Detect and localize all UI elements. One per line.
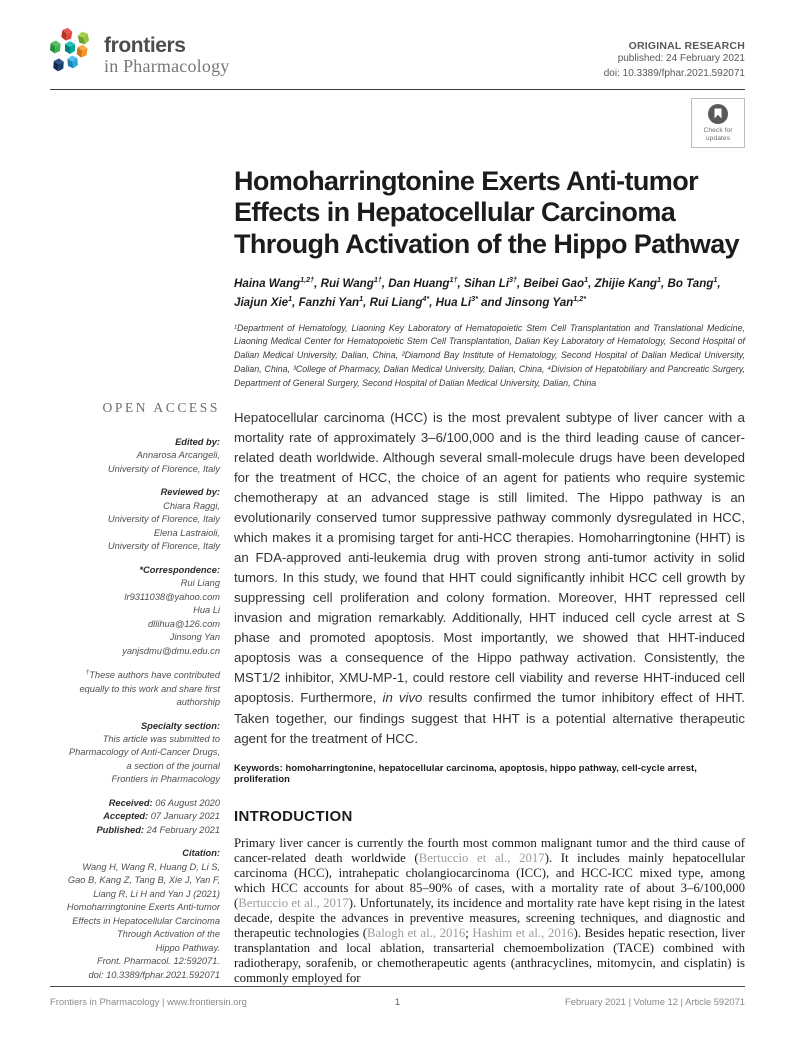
crossmark-icon	[707, 103, 729, 125]
sidebar-line: University of Florence, Italy	[107, 463, 220, 474]
sidebar-line: Pharmacology of Anti-Cancer Drugs,	[68, 747, 220, 758]
affiliations: ¹Department of Hematology, Liaoning Key Laboratory of Hematopoietic Stem Cell Transplantation and Translational Medicine, Liaoning Medical Center for Hematopoietic Stem Cell Transplantation, Dalian Key Laboratory of Hematology, Second Hospital of Dalian Medical University, Dalian, China, ²Diamond Bay Institute of Hematology, Second Hospital of Dalian Medical University, Dalian, China, ³College of Pharmacy, Dalian Medical University, Dalian, China, ⁴Division of Hepatobiliary and Pancreatic Surgery, Department of General Surgery, Second Hospital of Dalian Medical University, Dalian, China	[234, 322, 745, 388]
author-name: Sihan Li	[463, 276, 510, 290]
author-name: Jinsong Yan	[504, 295, 574, 309]
citation-link[interactable]: Balogh et al., 2016	[367, 926, 466, 941]
author-name: Bo Tang	[667, 276, 714, 290]
text-segment: results confirmed the tumor inhibitory effect of HHT. Taken together, our findings suggest that HHT is a potential alternative therapeutic agent for the treatment of HCC.	[234, 690, 745, 746]
sidebar-block-label: *Correspondence:	[139, 564, 220, 575]
sidebar-line: Elena Lastraioli,	[153, 527, 220, 538]
open-access-label: OPEN ACCESS	[102, 400, 220, 415]
journal-name: frontiers	[104, 34, 186, 57]
sidebar-line: University of Florence, Italy	[107, 541, 220, 552]
text-segment: ). It includes mainly hepatocellular carcinoma (HCC), intrahepatic cholangiocarcinoma (ICC), and HCC-ICC mixed type, among which HCC accounts for about 85–90% of cases, with a mortality rate of about 3–6/100,000 (	[234, 850, 746, 911]
sidebar-block	[50, 847, 220, 982]
author-affiliation-sup: 1	[657, 274, 661, 284]
author-list: Haina Wang$^{1,2\dagger}$, Rui Wang$^{1\dagger}$, Dan Huang$^{1\dagger}$, Sihan $Li^{3\dagger}$, Beibei Gao$^1$, Zhijie Kang$^1$, Bo Tang$^1$, Jiajun Xie$^1$, Fanzhi Yan$^1$, Rui Liang$^{4*}$, Hua $Li^{3*}$ and Jinsong Yan$^{1,2*}$	[234, 274, 721, 309]
author-affiliation-sup: 1	[713, 274, 718, 284]
check-updates-label	[703, 127, 732, 144]
check-updates-line1: Check for	[703, 126, 733, 134]
published-date: published: 24 February 2021	[617, 53, 745, 64]
doi-link[interactable]: doi: 10.3389/fphar.2021.592071	[603, 67, 745, 79]
abstract-text	[234, 408, 745, 749]
text-segment: in vivo	[382, 690, 423, 706]
sidebar-line: Gao B, Kang Z, Tang B, Xie J, Yan F,	[67, 875, 220, 886]
sidebar	[50, 90, 220, 992]
footer-issue-info: February 2021 | Volume 12 | Article 592071	[565, 996, 745, 1007]
author-affiliation-sup: 1	[584, 274, 589, 284]
sidebar-line: University of Florence, Italy	[107, 514, 220, 525]
author-affiliation-sup: 3*	[471, 293, 478, 303]
introduction-heading: INTRODUCTION	[234, 807, 353, 825]
check-updates-line2: updates	[705, 135, 731, 142]
sidebar-line: a section of the journal	[126, 760, 220, 771]
sidebar-line: †These authors have contributed	[85, 669, 220, 681]
citation-link[interactable]: Bertuccio et al., 2017	[418, 850, 545, 865]
sidebar-line: Jinsong Yan	[169, 632, 220, 643]
author-affiliation-sup: 1,2*	[573, 293, 587, 303]
sidebar-line: Received: 06 August 2020	[108, 797, 220, 808]
author-affiliation-sup: 1†	[373, 274, 382, 284]
sidebar-line-label: Accepted:	[103, 811, 149, 822]
sidebar-block	[50, 486, 220, 553]
text-segment: ;	[465, 926, 473, 941]
text-segment: ). Besides hepatic resection, liver transplantation and local ablation, transarterial chemoembolization (TACE) combined with radiotherapy, sorafenib, or chemotherapeutic agents (anthracyclines, mitomycin, and cisplatin) is commonly employed for	[234, 926, 745, 986]
frontiers-cubes-icon	[50, 26, 96, 76]
sidebar-line-label: Published:	[96, 824, 145, 835]
author-name: Fanzhi Yan	[298, 295, 360, 309]
sidebar-line: Chiara Raggi,	[163, 500, 220, 511]
text-segment: Primary liver cancer is currently the fourth most common malignant tumor and the third cause of cancer-related death worldwide (	[234, 835, 745, 865]
sidebar-line: Rui Liang	[180, 578, 220, 589]
footer-divider	[50, 986, 745, 987]
correspondence-email[interactable]: dllihua@126.com	[148, 618, 220, 629]
author-name: Hua Li	[435, 295, 472, 309]
journal-subtitle: in Pharmacology	[104, 56, 230, 76]
sidebar-line: This article was submitted to	[102, 734, 220, 744]
author-affiliation-sup: 3†	[509, 274, 518, 284]
sidebar-line: Through Activation of the	[116, 929, 220, 940]
sidebar-block-label: Edited by:	[175, 437, 220, 447]
page-number: 1	[394, 996, 401, 1007]
sidebar-line: Effects in Hepatocellular Carcinoma	[72, 915, 220, 926]
sidebar-line: Liang R, Li H and Yan J (2021)	[93, 888, 220, 899]
author-name: Zhijie Kang	[594, 276, 657, 290]
sidebar-line: Annarosa Arcangeli,	[136, 450, 220, 461]
sidebar-line: Front. Pharmacol. 12:592071.	[97, 956, 220, 967]
page-footer	[50, 986, 745, 1007]
sidebar-line-label: Received:	[108, 797, 153, 808]
journal-wordmark	[104, 26, 229, 77]
sidebar-line: Wang H, Wang R, Huang D, Li S,	[82, 861, 220, 872]
check-for-updates-badge[interactable]	[691, 98, 745, 148]
author-name: Rui Liang	[369, 295, 423, 309]
author-name: Dan Huang	[388, 276, 450, 290]
sidebar-blocks	[50, 436, 220, 982]
author-name: Rui Wang	[320, 276, 374, 290]
keywords-line: Keywords: homoharringtonine, hepatocellular carcinoma, apoptosis, hippo pathway, cell-cycle arrest, proliferation	[234, 761, 697, 784]
author-affiliation-sup: 1	[359, 293, 364, 303]
text-segment: ). Unfortunately, its incidence and mortality rate have kept rising in the latest decade, despite the advances in preventive measures, screening techniques, and diagnostic and therapeutic technologies (	[234, 896, 745, 941]
sidebar-block	[50, 720, 220, 787]
sidebar-line: Accepted: 07 January 2021	[103, 811, 220, 822]
footer-row	[50, 996, 745, 1007]
sidebar-line: Published: 24 February 2021	[96, 824, 220, 835]
article-meta	[604, 26, 745, 81]
frontiers-logo[interactable]	[50, 26, 229, 77]
sidebar-block-label: Reviewed by:	[160, 487, 220, 498]
sidebar-block	[50, 668, 220, 710]
article-body	[234, 90, 745, 992]
article-title: Homoharringtonine Exerts Anti-tumor Effects in Hepatocellular Carcinoma Through Activation of the Hippo Pathway	[234, 166, 740, 259]
sidebar-block	[50, 436, 220, 476]
citation-link[interactable]: Bertuccio et al., 2017	[238, 896, 349, 911]
sidebar-line: Frontiers in Pharmacology	[111, 774, 220, 785]
author-affiliation-sup: 1	[288, 293, 293, 303]
dagger-sup: †	[85, 669, 90, 677]
sidebar-block-label: Citation:	[182, 848, 220, 859]
sidebar-line: Homoharringtonine Exerts Anti-tumor	[66, 902, 220, 913]
author-affiliation-sup: 1,2†	[300, 274, 315, 284]
author-name: Beibei Gao	[523, 276, 585, 290]
footer-journal-link[interactable]: Frontiers in Pharmacology | www.frontiersin.org	[50, 996, 247, 1007]
text-segment: Hepatocellular carcinoma (HCC) is the most prevalent subtype of liver cancer with a mortality rate of approximately 3–6/100,000 and is the third leading cause of cancer-related death worldwide. Although several small-molecule drugs have been developed for the treatment of HCC, the choice of an agent for patients who require systemic chemotherapy at an advanced stage is still limited. The Hippo pathway is an evolutionarily conserved tumor suppressive pathway commonly dysregulated in HCC, which makes it a promising target for anti-HCC therapies. Homoharringtonine (HHT) is an FDA-approved anti-leukemia drug with proven strong anti-tumor activity in solid tumors. In this study, we found that HHT could significantly inhibit HCC cell growth by suppressing cell proliferation and colony formation. Moreover, HHT repressed cell invasion and migration remarkably. Additionally, HHT induced cell cycle arrest at S phase and promoted apoptosis. Most importantly, we showed that HHT-induced apoptosis was a consequence of the Hippo pathway activation. Consistently, the MST1/2 inhibitor, XMU-MP-1, could restore cell viability and reverse HHT-induced cell apoptosis. Furthermore,	[234, 409, 745, 706]
author-name: Jiajun Xie	[234, 295, 289, 309]
journal-header	[50, 26, 745, 81]
sidebar-line: Hua Li	[193, 605, 220, 616]
article-type-label: ORIGINAL RESEARCH	[628, 40, 745, 52]
introduction-paragraph	[234, 836, 745, 987]
sidebar-line: equally to this work and share first	[79, 683, 220, 694]
sidebar-line: Hippo Pathway.	[155, 942, 220, 953]
sidebar-block	[50, 564, 220, 658]
sidebar-block	[50, 797, 220, 837]
author-affiliation-sup: 1†	[449, 274, 458, 284]
sidebar-line: authorship	[176, 697, 220, 708]
content-area	[50, 90, 745, 992]
sidebar-line: doi: 10.3389/fphar.2021.592071	[88, 969, 220, 980]
citation-link[interactable]: Hashim et al., 2016	[472, 926, 574, 941]
author-name: Haina Wang	[234, 276, 301, 290]
correspondence-email[interactable]: yanjsdmu@dmu.edu.cn	[122, 645, 220, 656]
correspondence-email[interactable]: lr9311038@yahoo.com	[124, 591, 220, 602]
sidebar-block-label: Specialty section:	[140, 720, 220, 731]
author-affiliation-sup: 4*	[422, 293, 430, 303]
